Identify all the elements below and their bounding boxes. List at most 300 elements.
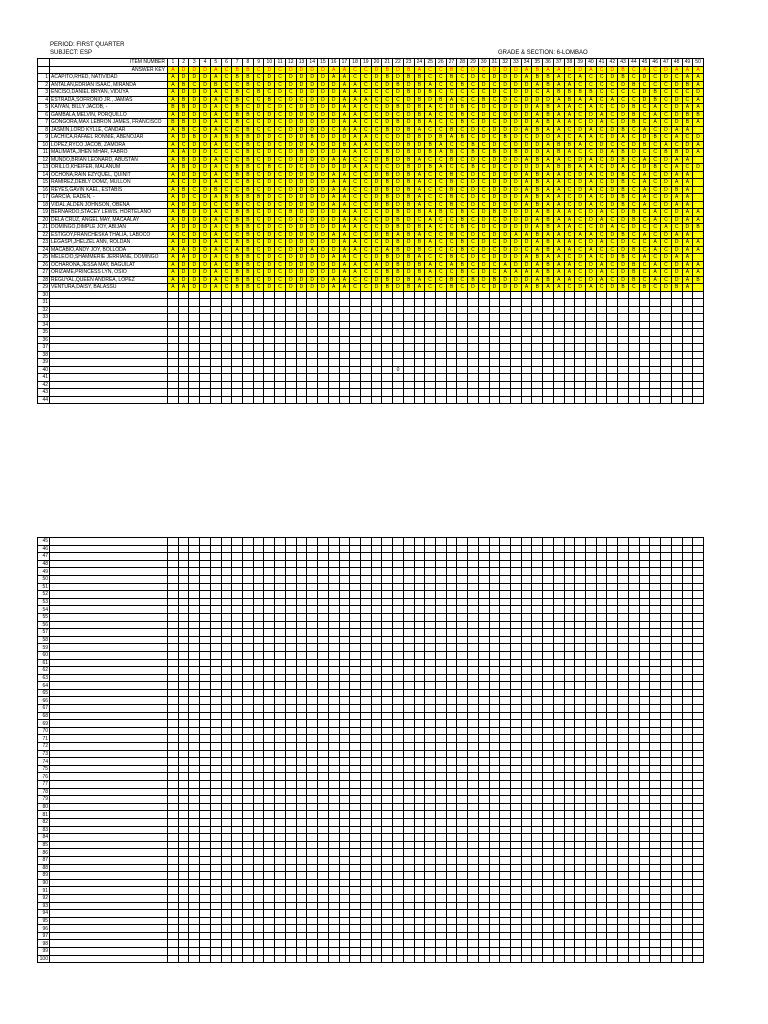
student-answer-cell: D bbox=[189, 111, 200, 119]
empty-cell bbox=[275, 659, 286, 667]
empty-cell bbox=[682, 894, 693, 902]
empty-cell bbox=[639, 803, 650, 811]
empty-cell bbox=[178, 796, 189, 804]
empty-cell bbox=[414, 682, 425, 690]
empty-cell bbox=[360, 314, 371, 322]
empty-cell bbox=[446, 849, 457, 857]
student-answer-cell: C bbox=[607, 81, 618, 89]
student-answer-cell: C bbox=[275, 149, 286, 157]
student-answer-cell: D bbox=[307, 149, 318, 157]
empty-cell bbox=[489, 575, 500, 583]
empty-cell bbox=[682, 667, 693, 675]
empty-cell bbox=[178, 864, 189, 872]
empty-row bbox=[38, 682, 704, 690]
empty-cell bbox=[511, 796, 522, 804]
student-answer-cell: B bbox=[243, 194, 254, 202]
student-answer-cell: D bbox=[393, 74, 404, 82]
empty-cell bbox=[650, 879, 661, 887]
answer-key-cell: D bbox=[189, 66, 200, 74]
student-answer-cell: D bbox=[264, 119, 275, 127]
empty-cell bbox=[553, 381, 564, 389]
empty-cell bbox=[318, 314, 329, 322]
student-answer-cell: C bbox=[232, 156, 243, 164]
empty-cell bbox=[478, 321, 489, 329]
empty-cell bbox=[414, 560, 425, 568]
empty-cell bbox=[457, 314, 468, 322]
empty-cell bbox=[693, 788, 704, 796]
student-answer-cell: A bbox=[425, 239, 436, 247]
empty-cell bbox=[318, 336, 329, 344]
row-number: 46 bbox=[38, 545, 50, 553]
empty-cell bbox=[532, 712, 543, 720]
empty-row bbox=[38, 374, 704, 382]
empty-cell bbox=[339, 606, 350, 614]
row-number: 81 bbox=[38, 811, 50, 819]
empty-cell bbox=[168, 856, 179, 864]
empty-cell bbox=[607, 591, 618, 599]
empty-cell bbox=[650, 374, 661, 382]
empty-cell bbox=[553, 720, 564, 728]
student-answer-cell: A bbox=[328, 74, 339, 82]
empty-cell bbox=[435, 359, 446, 367]
empty-cell bbox=[414, 705, 425, 713]
empty-cell bbox=[403, 583, 414, 591]
student-answer-cell: D bbox=[200, 239, 211, 247]
empty-cell bbox=[200, 856, 211, 864]
item-number: 47 bbox=[661, 59, 672, 67]
empty-cell bbox=[521, 359, 532, 367]
student-answer-cell: C bbox=[221, 246, 232, 254]
student-answer-cell: B bbox=[382, 254, 393, 262]
empty-cell bbox=[650, 674, 661, 682]
student-answer-cell: C bbox=[650, 254, 661, 262]
empty-cell bbox=[210, 765, 221, 773]
empty-cell bbox=[543, 636, 554, 644]
empty-cell bbox=[264, 659, 275, 667]
student-answer-cell: D bbox=[307, 171, 318, 179]
empty-cell bbox=[639, 598, 650, 606]
empty-cell bbox=[296, 841, 307, 849]
empty-cell bbox=[425, 314, 436, 322]
student-answer-cell: C bbox=[650, 126, 661, 134]
student-row bbox=[38, 134, 704, 142]
empty-cell bbox=[457, 765, 468, 773]
empty-cell bbox=[521, 351, 532, 359]
item-number: 6 bbox=[221, 59, 232, 67]
empty-cell bbox=[328, 727, 339, 735]
empty-cell bbox=[446, 583, 457, 591]
empty-cell bbox=[189, 818, 200, 826]
student-answer-cell: D bbox=[189, 164, 200, 172]
empty-cell bbox=[264, 351, 275, 359]
empty-cell bbox=[243, 705, 254, 713]
empty-cell bbox=[189, 720, 200, 728]
student-answer-cell: D bbox=[382, 261, 393, 269]
empty-cell bbox=[393, 750, 404, 758]
empty-cell bbox=[414, 834, 425, 842]
empty-cell bbox=[489, 887, 500, 895]
empty-cell bbox=[393, 351, 404, 359]
student-answer-cell: C bbox=[275, 201, 286, 209]
empty-cell bbox=[543, 291, 554, 299]
empty-row bbox=[38, 705, 704, 713]
student-answer-cell: C bbox=[253, 231, 264, 239]
empty-cell bbox=[671, 826, 682, 834]
empty-cell bbox=[521, 674, 532, 682]
empty-cell bbox=[532, 396, 543, 404]
empty-cell bbox=[221, 336, 232, 344]
empty-cell bbox=[661, 773, 672, 781]
student-answer-cell: C bbox=[468, 89, 479, 97]
student-answer-cell: C bbox=[446, 216, 457, 224]
student-answer-cell: B bbox=[650, 96, 661, 104]
empty-cell bbox=[178, 381, 189, 389]
empty-cell bbox=[264, 336, 275, 344]
empty-cell bbox=[639, 788, 650, 796]
empty-cell bbox=[414, 621, 425, 629]
empty-cell bbox=[543, 864, 554, 872]
empty-cell bbox=[661, 841, 672, 849]
empty-cell bbox=[296, 765, 307, 773]
student-answer-cell: A bbox=[328, 201, 339, 209]
empty-cell bbox=[221, 314, 232, 322]
student-answer-cell: A bbox=[586, 156, 597, 164]
empty-cell bbox=[253, 538, 264, 546]
empty-cell bbox=[682, 758, 693, 766]
row-number: 5 bbox=[38, 104, 50, 112]
student-answer-cell: A bbox=[210, 179, 221, 187]
empty-cell bbox=[328, 568, 339, 576]
answer-key-cell: A bbox=[328, 66, 339, 74]
student-answer-cell: C bbox=[478, 186, 489, 194]
empty-cell bbox=[382, 841, 393, 849]
empty-cell bbox=[200, 306, 211, 314]
student-answer-cell: D bbox=[189, 261, 200, 269]
student-answer-cell: D bbox=[500, 209, 511, 217]
student-answer-cell: D bbox=[328, 246, 339, 254]
empty-cell bbox=[478, 887, 489, 895]
empty-cell bbox=[200, 902, 211, 910]
empty-cell bbox=[264, 644, 275, 652]
empty-cell bbox=[285, 306, 296, 314]
student-answer-cell: C bbox=[425, 156, 436, 164]
empty-cell bbox=[318, 389, 329, 397]
empty-cell bbox=[307, 314, 318, 322]
empty-cell bbox=[264, 374, 275, 382]
student-answer-cell: A bbox=[339, 156, 350, 164]
student-answer-cell: D bbox=[511, 74, 522, 82]
empty-cell bbox=[564, 811, 575, 819]
empty-cell bbox=[671, 743, 682, 751]
student-name: MACABIO,ANDY JOY, BOLLODA bbox=[50, 246, 168, 254]
empty-cell bbox=[296, 811, 307, 819]
student-answer-cell: C bbox=[564, 74, 575, 82]
student-answer-cell: D bbox=[618, 209, 629, 217]
student-answer-cell: A bbox=[414, 171, 425, 179]
empty-cell bbox=[232, 727, 243, 735]
empty-cell bbox=[468, 750, 479, 758]
empty-cell bbox=[210, 299, 221, 307]
student-answer-cell: A bbox=[425, 261, 436, 269]
empty-cell bbox=[468, 667, 479, 675]
empty-cell bbox=[435, 750, 446, 758]
empty-cell bbox=[532, 374, 543, 382]
student-answer-cell: C bbox=[425, 186, 436, 194]
student-answer-cell: C bbox=[360, 179, 371, 187]
empty-cell bbox=[661, 629, 672, 637]
empty-cell bbox=[382, 314, 393, 322]
empty-cell bbox=[200, 613, 211, 621]
student-answer-cell: D bbox=[328, 81, 339, 89]
empty-cell bbox=[596, 758, 607, 766]
empty-cell bbox=[511, 644, 522, 652]
empty-cell bbox=[435, 856, 446, 864]
row-number: 74 bbox=[38, 758, 50, 766]
empty-cell bbox=[403, 758, 414, 766]
empty-cell bbox=[468, 545, 479, 553]
empty-cell bbox=[457, 803, 468, 811]
empty-cell bbox=[350, 803, 361, 811]
empty-cell bbox=[435, 849, 446, 857]
empty-cell bbox=[575, 811, 586, 819]
empty-cell bbox=[661, 796, 672, 804]
student-answer-cell: D bbox=[200, 141, 211, 149]
empty-cell bbox=[650, 606, 661, 614]
empty-cell bbox=[168, 712, 179, 720]
student-name bbox=[50, 553, 168, 561]
empty-cell bbox=[661, 735, 672, 743]
empty-cell bbox=[682, 765, 693, 773]
answer-key-cell: B bbox=[382, 66, 393, 74]
empty-cell bbox=[575, 560, 586, 568]
empty-cell bbox=[543, 879, 554, 887]
empty-cell bbox=[586, 750, 597, 758]
empty-cell bbox=[618, 894, 629, 902]
student-answer-cell: D bbox=[285, 179, 296, 187]
empty-cell bbox=[414, 856, 425, 864]
empty-cell bbox=[328, 894, 339, 902]
student-answer-cell: A bbox=[350, 134, 361, 142]
empty-cell bbox=[403, 727, 414, 735]
student-answer-cell: D bbox=[178, 171, 189, 179]
empty-cell bbox=[693, 667, 704, 675]
student-answer-cell: A bbox=[553, 186, 564, 194]
empty-cell bbox=[564, 750, 575, 758]
student-answer-cell: A bbox=[425, 81, 436, 89]
empty-cell bbox=[693, 306, 704, 314]
empty-cell bbox=[328, 583, 339, 591]
student-answer-cell: C bbox=[296, 96, 307, 104]
empty-cell bbox=[210, 396, 221, 404]
student-answer-cell: C bbox=[586, 74, 597, 82]
empty-cell bbox=[200, 598, 211, 606]
empty-cell bbox=[350, 366, 361, 374]
student-answer-cell: B bbox=[264, 96, 275, 104]
empty-cell bbox=[586, 545, 597, 553]
student-answer-cell: C bbox=[596, 171, 607, 179]
empty-cell bbox=[360, 758, 371, 766]
empty-cell bbox=[371, 864, 382, 872]
empty-cell bbox=[275, 629, 286, 637]
empty-cell bbox=[264, 841, 275, 849]
empty-cell bbox=[543, 712, 554, 720]
student-answer-cell: C bbox=[650, 81, 661, 89]
empty-cell bbox=[414, 667, 425, 675]
empty-cell bbox=[178, 389, 189, 397]
empty-cell bbox=[564, 856, 575, 864]
empty-cell bbox=[221, 727, 232, 735]
empty-cell bbox=[468, 705, 479, 713]
empty-cell bbox=[243, 720, 254, 728]
empty-cell bbox=[178, 826, 189, 834]
student-name bbox=[50, 674, 168, 682]
empty-cell bbox=[275, 644, 286, 652]
empty-cell bbox=[553, 389, 564, 397]
empty-cell bbox=[511, 336, 522, 344]
empty-cell bbox=[307, 826, 318, 834]
empty-cell bbox=[661, 849, 672, 857]
empty-cell bbox=[564, 743, 575, 751]
empty-cell bbox=[371, 629, 382, 637]
empty-cell bbox=[564, 818, 575, 826]
empty-cell bbox=[478, 381, 489, 389]
empty-cell bbox=[575, 621, 586, 629]
empty-cell bbox=[575, 872, 586, 880]
empty-cell bbox=[618, 796, 629, 804]
student-answer-cell: A bbox=[339, 81, 350, 89]
student-answer-cell: A bbox=[586, 179, 597, 187]
student-answer-cell: D bbox=[521, 261, 532, 269]
empty-cell bbox=[532, 575, 543, 583]
empty-cell bbox=[253, 366, 264, 374]
student-answer-cell: D bbox=[500, 224, 511, 232]
empty-cell bbox=[350, 606, 361, 614]
empty-cell bbox=[253, 720, 264, 728]
empty-cell bbox=[210, 856, 221, 864]
empty-cell bbox=[532, 321, 543, 329]
empty-cell bbox=[671, 575, 682, 583]
student-answer-cell: C bbox=[350, 231, 361, 239]
empty-cell bbox=[596, 291, 607, 299]
empty-cell bbox=[232, 765, 243, 773]
empty-cell bbox=[618, 651, 629, 659]
student-answer-cell: D bbox=[307, 269, 318, 277]
empty-cell bbox=[500, 396, 511, 404]
student-answer-cell: D bbox=[661, 254, 672, 262]
row-number: 26 bbox=[38, 261, 50, 269]
empty-cell bbox=[457, 321, 468, 329]
empty-cell bbox=[382, 743, 393, 751]
student-answer-cell: C bbox=[468, 224, 479, 232]
student-answer-cell: D bbox=[500, 104, 511, 112]
empty-cell bbox=[371, 553, 382, 561]
answer-key-cell: A bbox=[682, 66, 693, 74]
empty-cell bbox=[210, 374, 221, 382]
row-number: 55 bbox=[38, 613, 50, 621]
empty-row bbox=[38, 321, 704, 329]
student-answer-cell: A bbox=[339, 179, 350, 187]
empty-cell bbox=[243, 606, 254, 614]
empty-cell bbox=[350, 811, 361, 819]
empty-cell bbox=[264, 743, 275, 751]
student-answer-cell: C bbox=[478, 149, 489, 157]
empty-cell bbox=[221, 321, 232, 329]
empty-cell bbox=[586, 344, 597, 352]
student-answer-cell: C bbox=[189, 194, 200, 202]
empty-cell bbox=[628, 705, 639, 713]
row-number: 7 bbox=[38, 119, 50, 127]
empty-cell bbox=[596, 651, 607, 659]
empty-cell bbox=[243, 553, 254, 561]
student-answer-cell: B bbox=[446, 74, 457, 82]
student-answer-cell: B bbox=[221, 194, 232, 202]
student-answer-cell: B bbox=[382, 284, 393, 292]
empty-cell bbox=[350, 834, 361, 842]
student-name: ESTIGOY,FRANCHESKA THALIA, LABOCO bbox=[50, 231, 168, 239]
empty-cell bbox=[628, 849, 639, 857]
empty-cell bbox=[575, 538, 586, 546]
empty-cell bbox=[403, 613, 414, 621]
empty-cell bbox=[425, 344, 436, 352]
empty-cell bbox=[682, 834, 693, 842]
empty-cell bbox=[210, 841, 221, 849]
student-answer-cell: A bbox=[168, 186, 179, 194]
student-answer-cell: C bbox=[457, 231, 468, 239]
empty-row bbox=[38, 750, 704, 758]
empty-cell bbox=[318, 788, 329, 796]
empty-cell bbox=[575, 750, 586, 758]
empty-cell bbox=[661, 659, 672, 667]
item-number: 4 bbox=[200, 59, 211, 67]
empty-cell bbox=[457, 396, 468, 404]
empty-cell bbox=[435, 758, 446, 766]
empty-cell bbox=[457, 864, 468, 872]
empty-cell bbox=[489, 659, 500, 667]
student-name bbox=[50, 575, 168, 583]
empty-cell bbox=[350, 396, 361, 404]
empty-cell bbox=[264, 306, 275, 314]
item-number-row bbox=[38, 59, 704, 67]
student-answer-cell: D bbox=[200, 224, 211, 232]
student-answer-cell: D bbox=[478, 111, 489, 119]
student-answer-cell: C bbox=[671, 141, 682, 149]
empty-cell bbox=[650, 872, 661, 880]
empty-cell bbox=[628, 811, 639, 819]
student-answer-cell: D bbox=[264, 81, 275, 89]
empty-cell bbox=[596, 659, 607, 667]
student-answer-cell: C bbox=[435, 239, 446, 247]
empty-cell bbox=[393, 568, 404, 576]
empty-cell bbox=[628, 344, 639, 352]
student-answer-cell: D bbox=[178, 276, 189, 284]
empty-cell bbox=[543, 629, 554, 637]
student-row bbox=[38, 194, 704, 202]
empty-cell bbox=[189, 811, 200, 819]
student-answer-cell: A bbox=[532, 224, 543, 232]
empty-cell bbox=[200, 841, 211, 849]
empty-cell bbox=[243, 568, 254, 576]
empty-cell bbox=[350, 545, 361, 553]
empty-cell bbox=[221, 598, 232, 606]
empty-cell bbox=[296, 727, 307, 735]
empty-cell bbox=[168, 381, 179, 389]
empty-cell bbox=[307, 841, 318, 849]
student-answer-cell: B bbox=[618, 186, 629, 194]
empty-cell bbox=[500, 712, 511, 720]
empty-cell bbox=[296, 306, 307, 314]
empty-cell bbox=[296, 583, 307, 591]
student-answer-cell: C bbox=[618, 224, 629, 232]
